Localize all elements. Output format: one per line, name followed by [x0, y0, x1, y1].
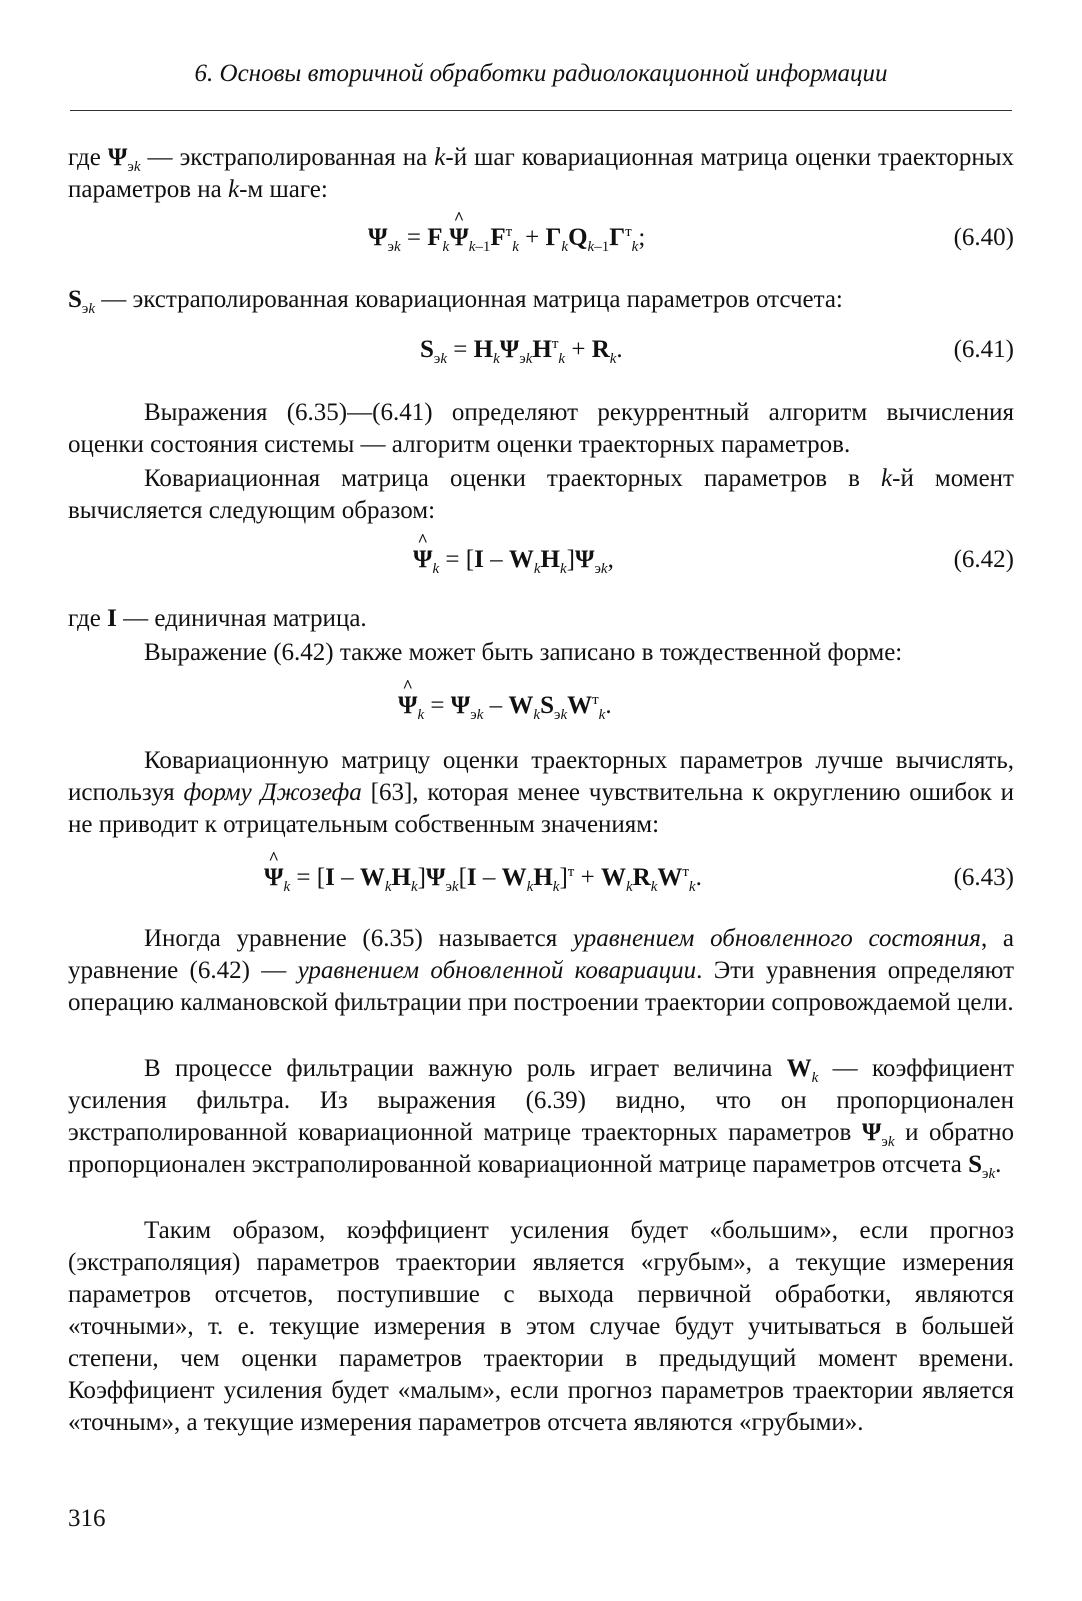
paragraph-9: В процессе фильтрации важную роль играет величина $W_k$ — коэффициент усиления фильтра. Из выражения (6.39) видно, что он пропорционален экстраполированной ковариационной матрице траекторных параметров $\Psi_{эk}$ и обратно пропорционален экстраполированной ковариационной матрице параметров отсчета $S_{эk}$.: [68, 1055, 1014, 1182]
paragraph-3: Выражения (6.35)—(6.41) определяют рекуррентный алгоритм вычисления оценки состояния системы — алгоритм оценки траекторных параметров.: [68, 399, 1014, 458]
equation-6-42: [68, 546, 1014, 582]
equation-6-40-formula: $\Psi_{эk}$ = $F_k\^{}$ $\Psi_{k-1}F^т_k + \Gamma_kQ_{k-1}\Gamma^т_k$;: [368, 224, 645, 252]
page-number: 316: [68, 1505, 106, 1532]
paragraph-5: где I — единичная матрица.: [68, 605, 367, 632]
equation-6-40-number: (6.40): [953, 224, 1014, 251]
running-title: 6. Основы вторичной обработки радиолокационной информации: [194, 60, 888, 87]
equation-6-43-formula: ^ $\Psi_k = [I - W_kH_k]\Psi_{эk}[I - W_kH_k]^т + W_kR_kW^т_k$.: [264, 864, 702, 892]
header-rule: [70, 110, 1012, 111]
equation-identity-formula: ^ $\Psi_k = \Psi_{эk} - W_kS_{эk}W^т_k$.: [398, 692, 612, 720]
equation-6-43: [68, 864, 1014, 900]
paragraph-2: $S_{эk}$ — экстраполированная ковариационная матрица параметров отсчета:: [68, 286, 843, 317]
equation-6-40: [68, 224, 1014, 260]
equation-6-42-formula: ^ $\Psi_k = [I - W_kH_k]\Psi_{эk}$,: [413, 546, 614, 574]
paragraph-1: где $\Psi_{эk}$ — экстраполированная на k-й шаг ковариационная матрица оценки траекторных параметров на k-м шаге:: [68, 144, 1014, 203]
equation-6-41: [68, 336, 1014, 372]
equation-joseph-alt: [68, 692, 1014, 728]
paragraph-10: Таким образом, коэффициент усиления будет «большим», если прогноз (экстраполяция) параметров траектории является «грубым», а текущие измерения параметров отсчетов, поступившие с выхода первичной обработки, являются «точными», т. е. текущие измерения в этом случае будут учитываться в большей степени, чем оценки параметров траектории в предыдущий момент времени. Коэффициент усиления будет «малым», если прогноз параметров траектории является «точным», а текущие измерения параметров отсчета являются «грубыми».: [68, 1217, 1014, 1436]
equation-6-43-number: (6.43): [953, 864, 1014, 891]
equation-6-41-formula: $S_{эk} = H_k\Psi_{эk}H^т_k + R_k$.: [420, 336, 623, 367]
paragraph-7: Ковариационную матрицу оценки траекторных параметров лучше вычислять, используя форму Джозефа [63], которая менее чувствительна к округлению ошибок и не приводит к отрицательным собственным значениям:: [68, 747, 1014, 838]
paragraph-6: Выражение (6.42) также может быть записано в тождественной форме:: [144, 639, 903, 666]
paragraph-8: Иногда уравнение (6.35) называется уравнением обновленного состояния, а уравнение (6.42) — уравнением обновленной ковариации. Эти уравнения определяют операцию калмановской фильтрации при построении траектории сопровождаемой цели.: [68, 925, 1015, 1016]
equation-6-41-number: (6.41): [953, 336, 1014, 363]
equation-6-42-number: (6.42): [953, 546, 1014, 573]
paragraph-4: Ковариационная матрица оценки траекторных параметров в k-й момент вычисляется следующим образом:: [68, 465, 1014, 524]
